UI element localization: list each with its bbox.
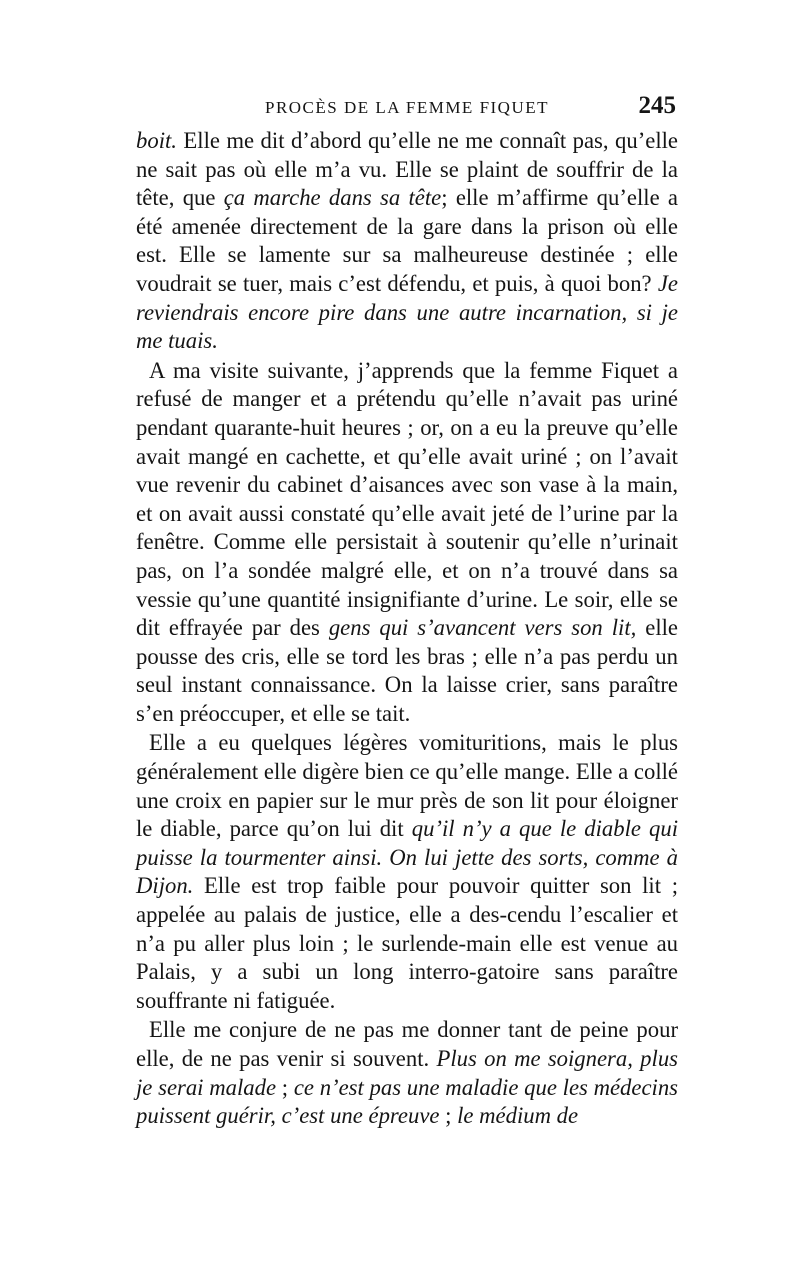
paragraph-4 bbox=[136, 1016, 678, 1130]
running-title: PROCÈS DE LA FEMME FIQUET bbox=[264, 98, 550, 117]
text-run: le médium de bbox=[457, 1103, 579, 1129]
text-run: ce n’est pas une maladie que les médecins puissent guérir, c’est une épreuve bbox=[136, 1074, 678, 1129]
text-run: A ma visite suivante, j’apprends que la femme Fiquet a refusé de manger et a prétendu qu’elle n’avait pas uriné pendant quarante-huit heures ; or, on a eu la preuve qu’elle avait mangé en cachette, et qu’elle avait uriné ; on l’avait vue revenir du cabinet d’aisances avec son vase à la main, et on avait aussi constaté qu’elle avait jeté de l’urine par la fenêtre. Comme elle persistait à soutenir qu’elle n’urinait pas, on l’a sondée malgré elle, et on n’a trouvé dans sa vessie qu’une quantité insignifiante d’urine. Le soir, elle se dit effrayée par des bbox=[136, 357, 678, 641]
text-run: ; elle m’affirme qu’elle a été amenée directement de la gare dans la prison où elle est. Elle se lamente sur sa malheureuse destinée ; elle voudrait se tuer, mais c’est défendu, et puis, à quoi bon? bbox=[136, 185, 678, 296]
text-run: elle pousse des cris, elle se tord les bras ; elle n’a pas perdu un seul instant connaissance. On la laisse crier, sans paraître s’en préoccuper, et elle se tait. bbox=[136, 615, 679, 726]
text-run: Je reviendrais encore pire dans une autre incarnation, si je me tuais. bbox=[136, 270, 678, 354]
paragraph-3 bbox=[136, 729, 678, 1015]
text-run: Elle a eu quelques légères vomituritions, mais le plus généralement elle digère bien ce qu’elle mange. Elle a collé une croix en papier sur le mur près de son lit pour éloigner le diable, parce qu’on lui dit bbox=[136, 730, 678, 842]
text-run: boit. bbox=[136, 128, 177, 153]
text-run: Plus on me soignera, plus je serai malade bbox=[136, 1046, 678, 1100]
page-number: 245 bbox=[638, 92, 676, 119]
text-run: Elle me dit d’abord qu’elle ne me connaît pas, qu’elle ne sait pas où elle m’a vu. Elle se plaint de souffrir de la tête, que bbox=[136, 128, 678, 211]
running-header bbox=[136, 92, 678, 122]
text-run: ; bbox=[439, 1103, 458, 1129]
body-text bbox=[136, 127, 678, 1131]
paragraph-1 bbox=[136, 127, 678, 356]
text-run: ; bbox=[276, 1074, 294, 1100]
paragraph-2 bbox=[136, 357, 678, 729]
text-run: gens qui s’avancent vers son lit, bbox=[328, 615, 637, 641]
text-run: Elle est trop faible pour pouvoir quitter son lit ; appelée au palais de justice, elle a des-cendu l’escalier et n’a pu aller plus loin ; le surlende-main elle est venue au Palais, y a subi un long interro-gatoire sans paraître souffrante ni fatiguée. bbox=[136, 873, 678, 1013]
text-run: Elle me conjure de ne pas me donner tant de peine pour elle, de ne pas venir si souvent. bbox=[136, 1017, 678, 1071]
text-run: ça marche dans sa tête bbox=[223, 185, 442, 211]
text-run: qu’il n’y a que le diable qui puisse la tourmenter ainsi. On lui jette des sorts, comme à Dijon. bbox=[136, 816, 678, 899]
